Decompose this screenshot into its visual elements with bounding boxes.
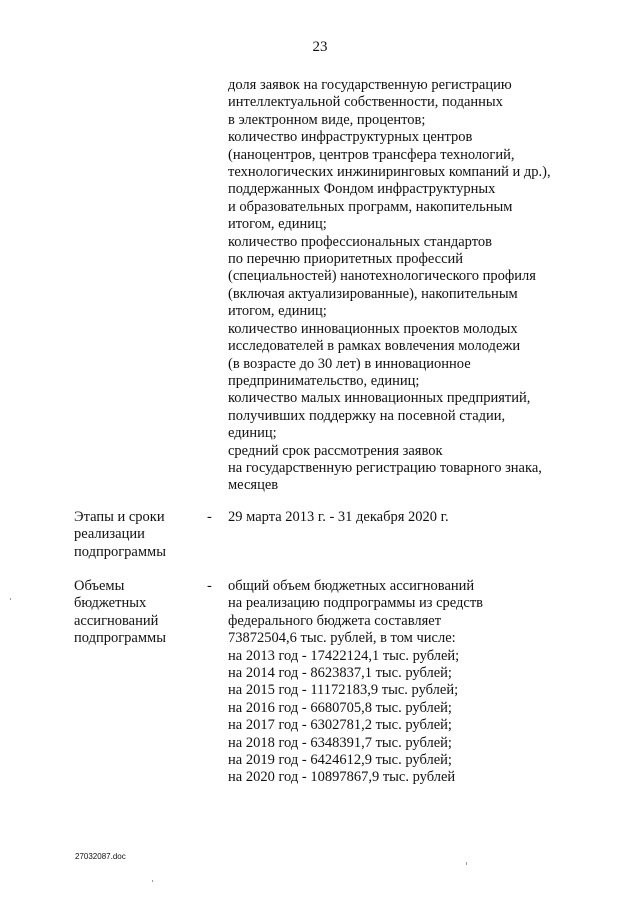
stages-label-line: реализации — [74, 526, 145, 543]
funding-dash: - — [207, 578, 212, 594]
scan-speck — [152, 880, 153, 882]
funding-line: на 2016 год - 6680705,8 тыс. рублей; — [228, 699, 452, 716]
scan-speck — [10, 598, 11, 600]
indicator-line: количество инфраструктурных центров — [228, 129, 473, 146]
stages-label-line: подпрограммы — [74, 543, 166, 560]
indicator-line: в электронном виде, процентов; — [228, 111, 426, 128]
funding-line: на 2019 год - 6424612,9 тыс. рублей; — [228, 752, 452, 769]
funding-details — [228, 578, 598, 787]
indicator-line: и образовательных программ, накопительным — [228, 198, 513, 215]
funding-line: 73872504,6 тыс. рублей, в том числе: — [228, 630, 456, 647]
indicator-line: предпринимательство, единиц; — [228, 372, 420, 389]
indicator-line: по перечню приоритетных профессий — [228, 251, 464, 268]
indicator-line: (наноцентров, центров трансфера технологий, — [228, 146, 515, 163]
indicator-line: (в возрасте до 30 лет) в инновационное — [228, 355, 471, 372]
stages-label — [74, 509, 214, 561]
indicator-line: (специальностей) нанотехнологического профиля — [228, 268, 536, 285]
indicator-line: количество малых инновационных предприятий, — [228, 390, 531, 407]
indicator-line: на государственную регистрацию товарного знака, — [228, 459, 542, 476]
indicator-line: доля заявок на государственную регистрацию — [228, 77, 512, 93]
funding-line: на 2013 год - 17422124,1 тыс. рублей; — [228, 647, 460, 664]
funding-label-line: Объемы — [74, 578, 125, 594]
footer-file-code: 27032087.doc — [75, 852, 126, 861]
stages-dash: - — [207, 509, 212, 525]
indicator-line: итогом, единиц; — [228, 216, 327, 233]
funding-label — [74, 578, 214, 648]
stages-value: 29 марта 2013 г. - 31 декабря 2020 г. — [228, 509, 449, 525]
indicator-line: месяцев — [228, 477, 279, 494]
indicator-line: итогом, единиц; — [228, 303, 327, 320]
funding-line: общий объем бюджетных ассигнований — [228, 578, 475, 594]
funding-line: на 2018 год - 6348391,7 тыс. рублей; — [228, 734, 452, 751]
stages-label-line: Этапы и сроки — [74, 509, 165, 525]
indicator-line: поддержанных Фондом инфраструктурных — [228, 181, 496, 198]
funding-line: федерального бюджета составляет — [228, 612, 442, 629]
funding-line: на 2017 год - 6302781,2 тыс. рублей; — [228, 717, 452, 734]
indicator-line: средний срок рассмотрения заявок — [228, 442, 443, 459]
funding-line: на 2020 год - 10897867,9 тыс. рублей — [228, 769, 456, 786]
indicator-line: интеллектуальной собственности, поданных — [228, 94, 503, 111]
scan-speck — [466, 862, 467, 865]
funding-label-line: бюджетных — [74, 595, 147, 612]
indicator-line: технологических инжиниринговых компаний и др.), — [228, 164, 551, 181]
indicator-line: исследователей в рамках вовлечения молодежи — [228, 338, 521, 355]
funding-label-line: подпрограммы — [74, 630, 166, 647]
funding-line: на реализацию подпрограммы из средств — [228, 595, 484, 612]
page-number: 23 — [312, 39, 328, 55]
indicators-list — [228, 77, 588, 495]
indicator-line: получивших поддержку на посевной стадии, — [228, 407, 506, 424]
indicator-line: (включая актуализированные), накопительным — [228, 285, 518, 302]
indicator-line: количество профессиональных стандартов — [228, 233, 492, 250]
funding-line: на 2014 год - 8623837,1 тыс. рублей; — [228, 665, 452, 682]
indicator-line: количество инновационных проектов молодых — [228, 320, 518, 337]
funding-line: на 2015 год - 11172183,9 тыс. рублей; — [228, 682, 459, 699]
indicator-line: единиц; — [228, 425, 277, 442]
funding-label-line: ассигнований — [74, 612, 159, 629]
